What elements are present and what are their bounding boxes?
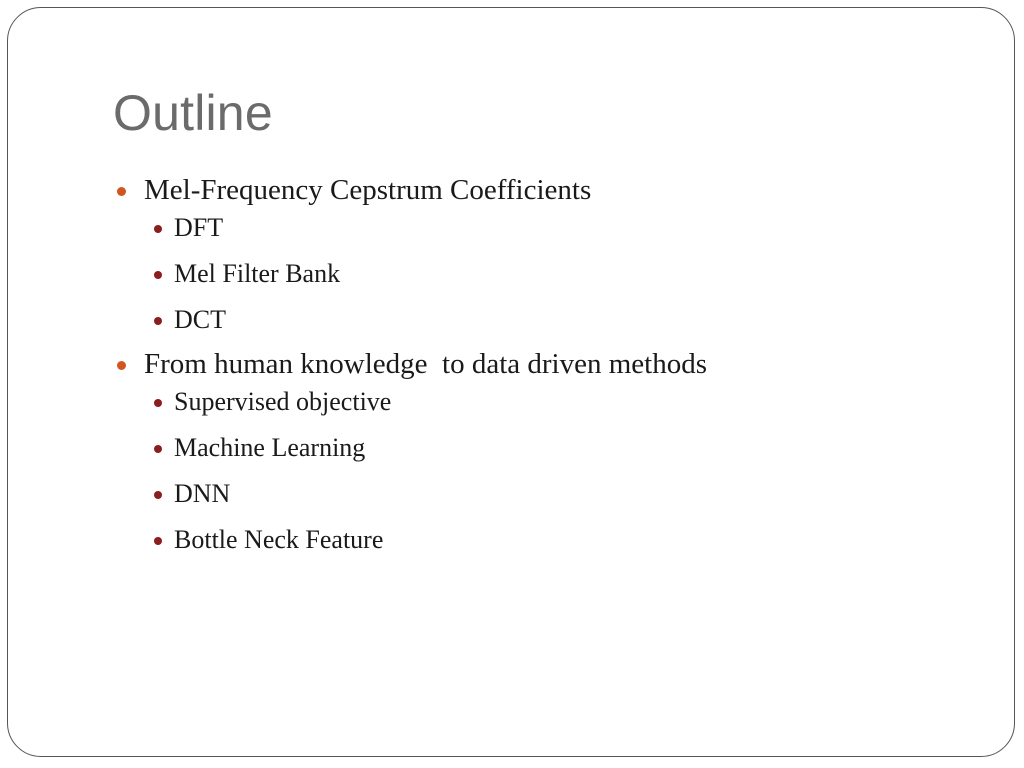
sub-item-bottle-neck-feature — [144, 525, 975, 555]
sub-item-dnn — [144, 479, 975, 509]
bullet-icon — [117, 361, 126, 370]
sub-item-dct — [144, 305, 975, 335]
bullet-icon — [154, 445, 162, 453]
bullet-icon — [154, 271, 162, 279]
bullet-icon — [117, 187, 126, 196]
sub-item-text: DNN — [174, 479, 231, 508]
slide-title: Outline — [113, 85, 273, 141]
sub-item-supervised-objective — [144, 387, 975, 417]
sub-item-text: DCT — [174, 305, 226, 334]
outline-item-data-driven — [115, 347, 975, 555]
sub-item-text: DFT — [174, 213, 224, 242]
bullet-icon — [154, 225, 162, 233]
sub-item-dft — [144, 213, 975, 243]
outline-item-mfcc — [115, 173, 975, 335]
bullet-icon — [154, 537, 162, 545]
sub-list-data-driven — [144, 387, 975, 555]
sub-item-text: Supervised objective — [174, 387, 392, 416]
sub-item-text: Bottle Neck Feature — [174, 525, 384, 554]
bullet-icon — [154, 399, 162, 407]
outline-item-text: Mel-Frequency Cepstrum Coefficients — [144, 174, 592, 206]
sub-item-mel-filter-bank — [144, 259, 975, 289]
sub-item-machine-learning — [144, 433, 975, 463]
outline-item-text: From human knowledge to data driven methods — [144, 348, 707, 380]
sub-list-mfcc — [144, 213, 975, 335]
slide-frame — [7, 7, 1015, 757]
sub-item-text: Mel Filter Bank — [174, 259, 341, 288]
outline-list — [115, 173, 975, 567]
sub-item-text: Machine Learning — [174, 433, 366, 462]
bullet-icon — [154, 317, 162, 325]
bullet-icon — [154, 491, 162, 499]
